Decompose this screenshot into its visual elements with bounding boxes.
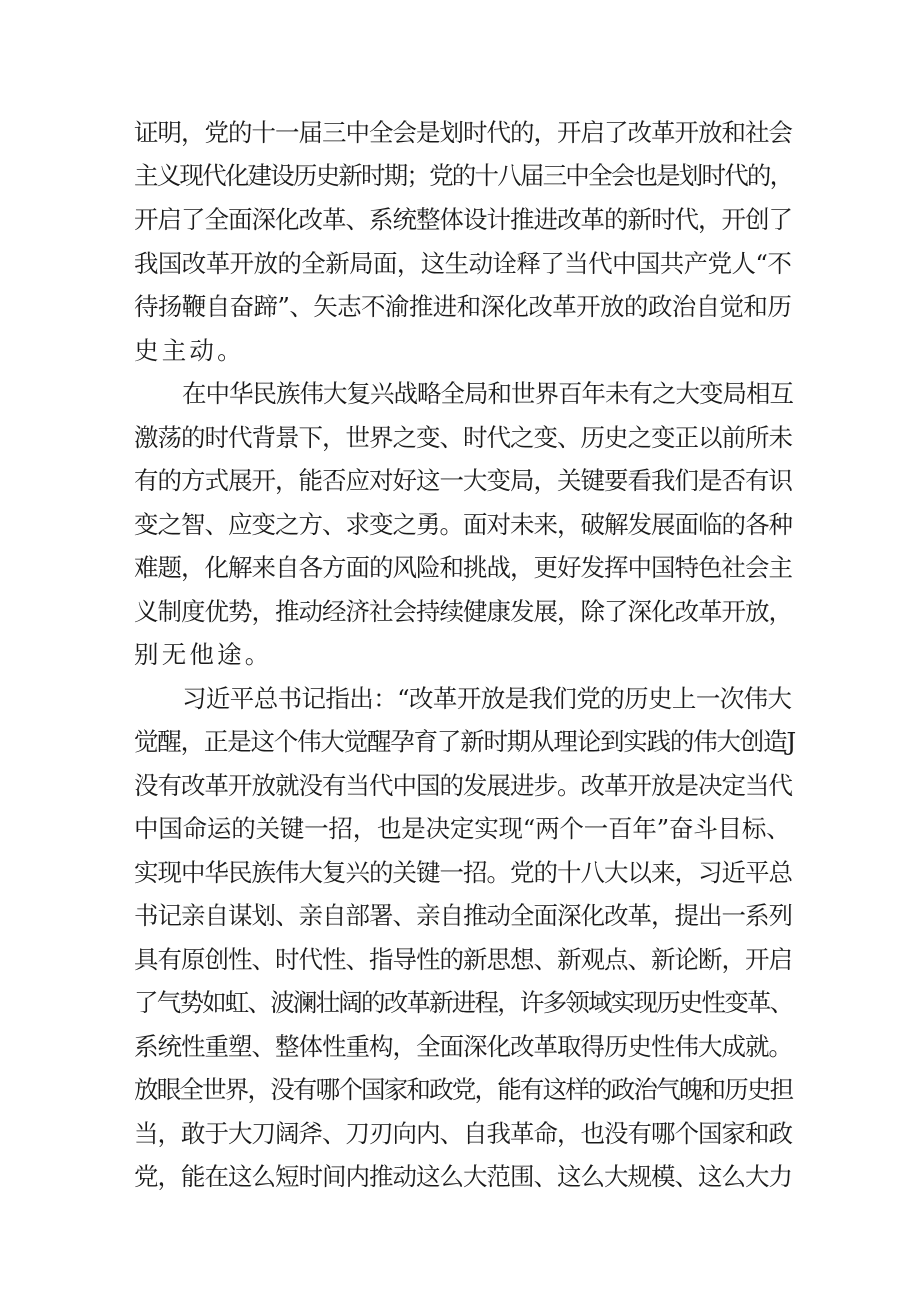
text-line: 变之智、应变之方、求变之勇。面对未来，破解发展面临的各种 bbox=[134, 510, 792, 539]
text-line: 系统性重塑、整体性重构，全面深化改革取得历史性伟大成就。 bbox=[134, 1032, 792, 1061]
text-line: 中国命运的关键一招，也是决定实现“两个一百年”奋斗目标、 bbox=[134, 814, 791, 843]
text-line: 了气势如虹、波澜壮阔的改革新进程，许多领域实现历史性变革、 bbox=[134, 988, 793, 1017]
text-line: 难题，化解来自各方面的风险和挑战，更好发挥中国特色社会主 bbox=[134, 553, 792, 582]
text-line: 党，能在这么短时间内推动这么大范围、这么大规模、这么大力 bbox=[134, 1162, 792, 1191]
text-line: 放眼全世界，没有哪个国家和政党，能有这样的政治气魄和历史担 bbox=[134, 1075, 793, 1104]
text-line: 没有改革开放就没有当代中国的发展进步。改革开放是决定当代 bbox=[134, 771, 792, 800]
text-line: 我国改革开放的全新局面，这生动诠释了当代中国共产党人“不 bbox=[134, 249, 792, 278]
text-line: 开启了全面深化改革、系统整体设计推进改革的新时代，开创了 bbox=[134, 205, 792, 234]
text-line: 史主动。 bbox=[134, 336, 245, 365]
text-line: 书记亲自谋划、亲自部署、亲自推动全面深化改革，提出一系列 bbox=[134, 901, 792, 930]
text-line: 具有原创性、时代性、指导性的新思想、新观点、新论断，开启 bbox=[134, 945, 792, 974]
text-line: 证明，党的十一届三中全会是划时代的，开启了改革开放和社会 bbox=[134, 118, 792, 147]
text-line: 义制度优势，推动经济社会持续健康发展，除了深化改革开放， bbox=[134, 597, 792, 626]
paragraph-first-line: 在中华民族伟大复兴战略全局和世界百年未有之大变局相互 bbox=[182, 379, 793, 408]
text-line: 待扬鞭自奋蹄”、矢志不渝推进和深化改革开放的政治自觉和历 bbox=[134, 292, 792, 321]
text-line: 觉醒，正是这个伟大觉醒孕育了新时期从理论到实践的伟大创造J bbox=[134, 727, 796, 756]
paragraph-first-line: 习近平总书记指出：“改革开放是我们党的历史上一次伟大 bbox=[182, 684, 792, 713]
text-line: 当，敢于大刀阔斧、刀刃向内、自我革命，也没有哪个国家和政 bbox=[134, 1119, 792, 1148]
text-line: 主义现代化建设历史新时期；党的十八届三中全会也是划时代的， bbox=[134, 161, 793, 190]
text-line: 别无他途。 bbox=[134, 640, 273, 669]
text-line: 有的方式展开，能否应对好这一大变局，关键要看我们是否有识 bbox=[134, 466, 792, 495]
text-line: 激荡的时代背景下，世界之变、时代之变、历史之变正以前所未 bbox=[134, 423, 792, 452]
text-line: 实现中华民族伟大复兴的关键一招。党的十八大以来，习近平总 bbox=[134, 858, 792, 887]
